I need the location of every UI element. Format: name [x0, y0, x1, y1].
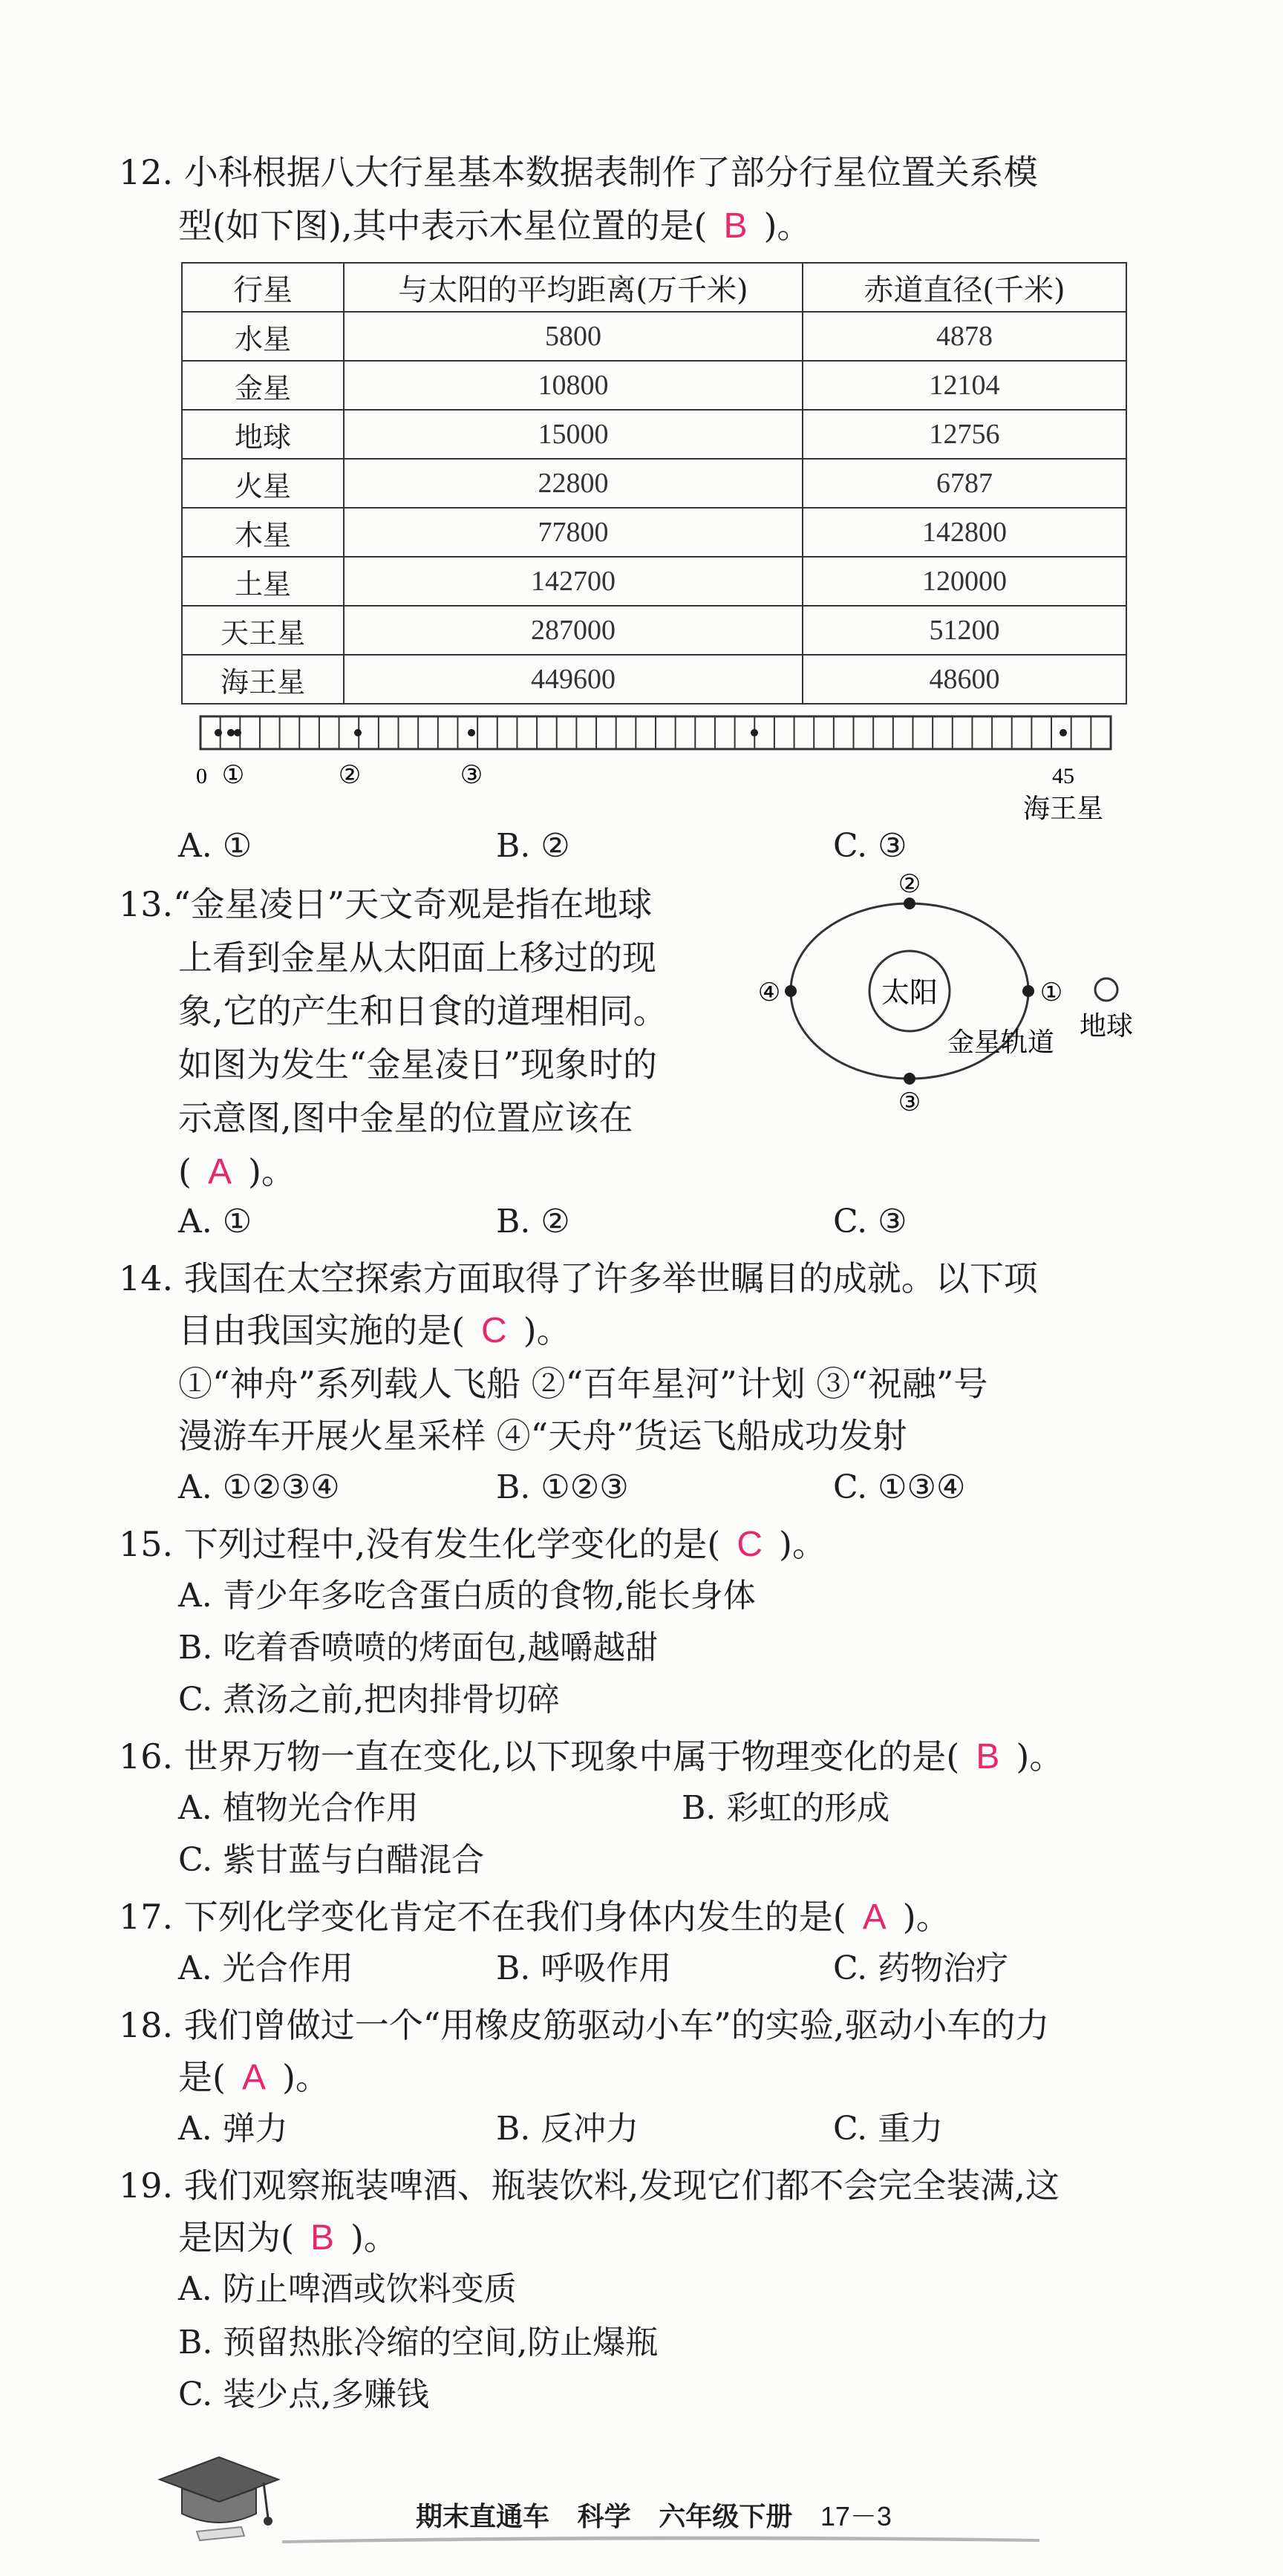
ruler-dot-saturn [751, 729, 758, 736]
distance-ruler [186, 709, 1129, 828]
q17-stem: 17. 下列化学变化肯定不在我们身体内发生的是( [119, 1897, 846, 1937]
ruler-dot-neptune [1060, 729, 1067, 736]
position-2-label: ② [898, 869, 921, 899]
q14-option-a: A. ①②③④ [178, 1468, 340, 1506]
planet-distance: 5800 [344, 312, 803, 361]
q17-answer: A [862, 1897, 887, 1937]
q12-option-b: B. ② [496, 827, 570, 865]
table-header: 赤道直径(千米) [803, 263, 1126, 312]
planet-diameter: 142800 [803, 508, 1126, 557]
q18-option-a: A. 弹力 [178, 2110, 288, 2148]
q13-line2: 上看到金星从太阳面上移过的现 [178, 938, 656, 978]
q15-answer: C [737, 1525, 763, 1564]
q13-line3: 象,它的产生和日食的道理相同。 [178, 991, 667, 1031]
table-row [182, 557, 1126, 606]
planet-distance: 10800 [344, 361, 803, 410]
q16-answer: B [976, 1737, 1000, 1776]
ruler-neptune-label: 海王星 [1022, 794, 1104, 824]
footer-book-title: 期末直通车 [416, 2502, 550, 2532]
q15-option-a: A. 青少年多吃含蛋白质的食物,能长身体 [178, 1577, 756, 1615]
earth-circle [1095, 978, 1117, 1001]
planet-name: 地球 [182, 410, 344, 459]
q19-answer: B [310, 2218, 334, 2258]
q14-answer: C [480, 1311, 507, 1350]
venus-transit-diagram [757, 869, 1181, 1121]
venus-position-4 [785, 985, 797, 997]
q13-option-b: B. ② [496, 1203, 570, 1240]
ruler-mark-1: ① [221, 760, 245, 790]
q18-line1: 18. 我们曾做过一个“用橡皮筋驱动小车”的实验,驱动小车的力 [119, 2005, 1050, 2045]
q14-option-c: C. ①③④ [833, 1468, 966, 1506]
ruler-mark-2: ② [338, 760, 362, 790]
planet-name: 天王星 [182, 606, 344, 655]
q18-option-c: C. 重力 [833, 2110, 944, 2148]
planet-diameter: 6787 [803, 459, 1126, 508]
q16-option-c: C. 紫甘蓝与白醋混合 [178, 1841, 485, 1879]
orbit-label: 金星轨道 [947, 1027, 1055, 1058]
footer-page-number: 17－3 [820, 2501, 892, 2531]
q14-line2 [178, 1304, 571, 1358]
q16-stem: 16. 世界万物一直在变化,以下现象中属于物理变化的是( [119, 1736, 960, 1776]
ruler-dot-mark2 [354, 729, 362, 736]
ruler-dot-venus [227, 729, 235, 736]
footer [416, 2496, 892, 2534]
table-row [182, 312, 1126, 361]
footer-subject: 科学 [577, 2502, 631, 2532]
table-row [182, 459, 1126, 508]
q12-option-c: C. ③ [833, 827, 907, 865]
table-row [182, 606, 1126, 655]
footer-decoration [282, 2531, 1039, 2546]
ruler-mark-3: ③ [460, 760, 483, 790]
planet-name: 火星 [182, 459, 344, 508]
ruler-dot-mark3 [468, 729, 475, 736]
planet-diameter: 12756 [803, 410, 1126, 459]
planet-name: 海王星 [182, 655, 344, 704]
q14-line3: ①“神舟”系列载人飞船 ②“百年星河”计划 ③“祝融”号 [178, 1364, 988, 1404]
table-row [182, 655, 1126, 704]
q17-option-a: A. 光合作用 [178, 1949, 353, 1987]
planet-diameter: 12104 [803, 361, 1126, 410]
q15-line1 [119, 1517, 826, 1572]
table-header: 行星 [182, 263, 344, 312]
planet-diameter: 48600 [803, 655, 1126, 704]
q14-stem: 目由我国实施的是( [178, 1310, 465, 1350]
q16-line1 [119, 1730, 1063, 1784]
planet-name: 金星 [182, 361, 344, 410]
q14-option-b: B. ①②③ [496, 1468, 629, 1506]
q12-stem-end: )。 [763, 206, 812, 246]
q12-option-a: A. ① [178, 827, 252, 865]
q16-stem-end: )。 [1016, 1736, 1064, 1776]
planet-distance: 22800 [344, 459, 803, 508]
q18-stem: 是( [178, 2057, 226, 2097]
planet-distance: 15000 [344, 410, 803, 459]
q19-option-a: A. 防止啤酒或饮料变质 [178, 2270, 517, 2308]
planet-diameter: 120000 [803, 557, 1126, 606]
q15-option-b: B. 吃着香喷喷的烤面包,越嚼越甜 [178, 1629, 659, 1667]
sun-label: 太阳 [881, 976, 938, 1009]
q13-stem: ( [178, 1151, 192, 1191]
q15-stem: 15. 下列过程中,没有发生化学变化的是( [119, 1524, 721, 1564]
q13-line5: 示意图,图中金星的位置应该在 [178, 1098, 633, 1138]
q19-stem: 是因为( [178, 2217, 294, 2258]
q12-line1: 12. 小科根据八大行星基本数据表制作了部分行星位置关系模 [119, 152, 1038, 192]
planet-name: 水星 [182, 312, 344, 361]
q19-option-c: C. 装少点,多赚钱 [178, 2376, 430, 2413]
venus-position-2 [904, 898, 915, 909]
q17-stem-end: )。 [902, 1897, 950, 1937]
ruler-dot-earth [234, 729, 241, 736]
table-row [182, 508, 1126, 557]
planet-diameter: 51200 [803, 606, 1126, 655]
q13-option-a: A. ① [178, 1203, 252, 1240]
ruler-dot-mercury [215, 729, 222, 736]
q13-answer: A [207, 1152, 232, 1191]
table-header-row [182, 263, 1126, 312]
q12-line2 [178, 199, 811, 253]
q14-line4: 漫游车开展火星采样 ④“天舟”货运飞船成功发射 [178, 1416, 907, 1456]
q18-stem-end: )。 [281, 2057, 330, 2097]
q16-option-b: B. 彩虹的形成 [682, 1789, 890, 1827]
planet-diameter: 4878 [803, 312, 1126, 361]
planet-data-table [181, 262, 1127, 705]
q12-answer: B [723, 206, 748, 246]
planet-distance: 142700 [344, 557, 803, 606]
q13-line6 [178, 1145, 296, 1199]
position-1-label: ① [1039, 978, 1063, 1007]
q17-option-c: C. 药物治疗 [833, 1949, 1009, 1987]
position-3-label: ③ [898, 1088, 921, 1117]
q12-stem: 型(如下图),其中表示木星位置的是( [178, 206, 708, 246]
q18-option-b: B. 反冲力 [496, 2110, 639, 2148]
earth-label: 地球 [1079, 1011, 1134, 1042]
q18-line2 [178, 2050, 330, 2105]
planet-distance: 287000 [344, 606, 803, 655]
q13-stem-end: )。 [247, 1151, 296, 1191]
q13-line4: 如图为发生“金星凌日”现象时的 [178, 1045, 658, 1085]
footer-grade: 六年级下册 [659, 2502, 793, 2532]
q19-line1: 19. 我们观察瓶装啤酒、瓶装饮料,发现它们都不会完全装满,这 [119, 2165, 1060, 2206]
q17-line1 [119, 1890, 950, 1944]
q15-stem-end: )。 [779, 1524, 826, 1564]
q19-line2 [178, 2211, 398, 2265]
table-header: 与太阳的平均距离(万千米) [344, 263, 803, 312]
ruler-start-label: 0 [196, 764, 207, 788]
q13-option-c: C. ③ [833, 1203, 907, 1240]
q19-option-b: B. 预留热胀冷缩的空间,防止爆瓶 [178, 2324, 659, 2361]
table-row [182, 410, 1126, 459]
q17-option-b: B. 呼吸作用 [496, 1949, 672, 1987]
table-row [182, 361, 1126, 410]
planet-distance: 77800 [344, 508, 803, 557]
q18-answer: A [241, 2058, 266, 2097]
q16-option-a: A. 植物光合作用 [178, 1789, 419, 1827]
venus-position-1 [1022, 985, 1034, 997]
q13-line1: 13.“金星凌日”天文奇观是指在地球 [119, 884, 653, 924]
q14-line1: 14. 我国在太空探索方面取得了许多举世瞩目的成就。以下项 [119, 1258, 1038, 1298]
planet-distance: 449600 [344, 655, 803, 704]
ruler-end-label: 45 [1052, 764, 1074, 788]
venus-position-3 [904, 1073, 915, 1085]
q15-option-c: C. 煮汤之前,把肉排骨切碎 [178, 1681, 561, 1719]
graduation-cap-icon [152, 2450, 286, 2546]
q14-stem-end: )。 [523, 1310, 571, 1350]
q19-stem-end: )。 [350, 2217, 398, 2258]
position-4-label: ④ [757, 978, 781, 1007]
planet-name: 木星 [182, 508, 344, 557]
planet-name: 土星 [182, 557, 344, 606]
